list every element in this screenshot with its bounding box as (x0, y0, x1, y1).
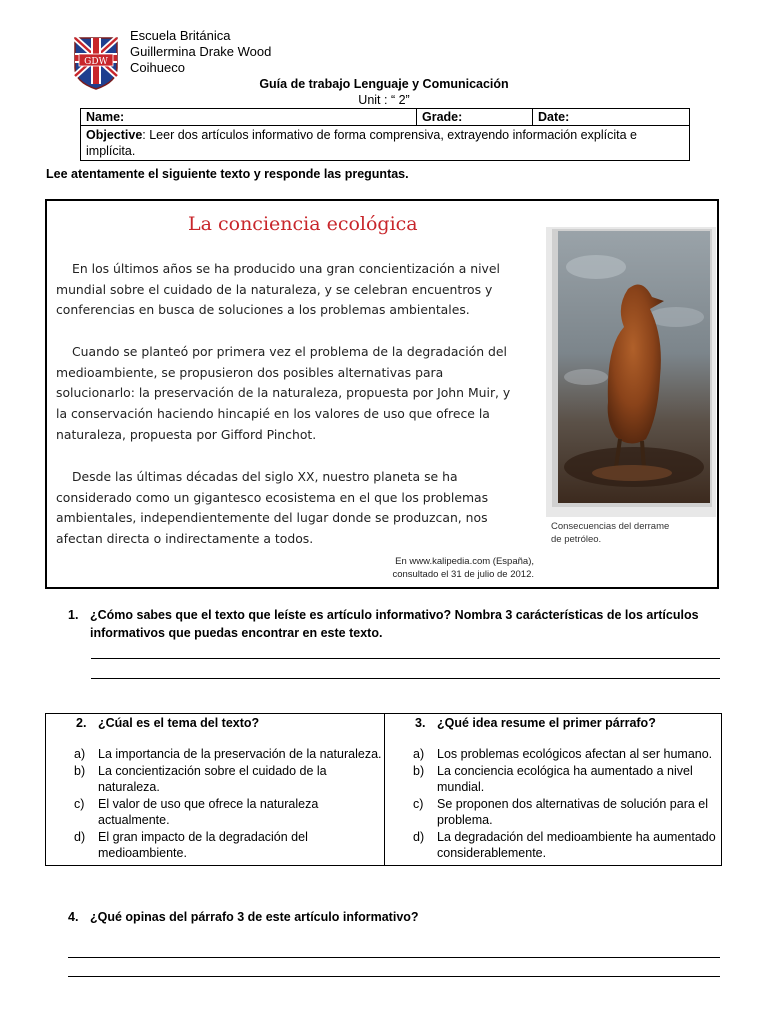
name-field[interactable] (81, 109, 417, 126)
objective-label: Objective (86, 128, 143, 142)
name-label: Name: (86, 110, 125, 124)
answer-line[interactable] (91, 658, 720, 659)
multiple-choice-table (45, 713, 722, 866)
question-3-text: ¿Qué idea resume el primer párrafo? (437, 716, 656, 730)
question-2-number: 2. (76, 716, 87, 730)
caption-line-1: Consecuencias del derrame (551, 521, 670, 532)
answer-line[interactable] (91, 678, 720, 679)
question-3-option-d[interactable]: d) La degradación del medioambiente ha aumentado considerablemente. (413, 829, 716, 860)
article-source (370, 555, 534, 581)
grade-field[interactable] (417, 109, 533, 126)
article-title: La conciencia ecológica (188, 213, 418, 235)
question-3-cell (385, 714, 722, 866)
school-line-3: Coihueco (130, 60, 185, 75)
unit-label: Unit : “ 2” (358, 93, 410, 107)
question-4 (68, 910, 419, 924)
question-3 (385, 716, 721, 730)
question-2-option-d[interactable]: d) El gran impacto de la degradación del medioambiente. (74, 829, 308, 860)
svg-text:GDW: GDW (84, 57, 108, 67)
question-3-option-a[interactable]: a) Los problemas ecológicos afectan al ser humano. (413, 747, 713, 761)
question-2 (46, 716, 384, 730)
question-3-option-b[interactable]: b) La conciencia ecológica ha aumentado a nivel mundial. (413, 763, 693, 794)
date-label: Date: (538, 110, 570, 124)
question-2-text: ¿Cúal es el tema del texto? (98, 716, 260, 730)
school-line-2: Guillermina Drake Wood (130, 44, 272, 59)
caption-line-2: de petróleo. (551, 534, 602, 545)
question-2-option-c[interactable]: c) El valor de uso que ofrece la naturaleza actualmente. (74, 796, 319, 827)
answer-line[interactable] (68, 957, 720, 958)
article-paragraph-2: Cuando se planteó por primera vez el problema de la degradación del medioambiente, se propusieron dos posibles alternativas para solucionarlo: la preservación de la naturaleza, propuesta por John Muir, y la conservación haciendo hincapié en los valores de uso que ofrece la naturaleza, propuesta por Gifford Pinchot. (56, 344, 511, 442)
reading-instruction: Lee atentamente el siguiente texto y responde las preguntas. (46, 167, 409, 181)
date-field[interactable] (533, 109, 690, 126)
question-4-number: 4. (68, 910, 79, 924)
school-line-1: Escuela Británica (130, 28, 231, 43)
school-name-block (130, 28, 271, 76)
question-1 (68, 606, 718, 642)
question-2-option-a[interactable]: a) La importancia de la preservación de la naturaleza. (74, 747, 382, 761)
question-4-text: ¿Qué opinas del párrafo 3 de este artículo informativo? (90, 910, 419, 924)
question-1-text: ¿Cómo sabes que el texto que leíste es artículo informativo? Nombra 3 carácterísticas de los artículos informativos que puedas encontrar en este texto. (90, 608, 699, 640)
objective-text: : Leer dos artículos informativo de forma comprensiva, extrayendo información explícita e implícita. (86, 128, 637, 158)
question-3-option-c[interactable]: c) Se proponen dos alternativas de solución para el problema. (413, 796, 709, 827)
student-info-table (80, 108, 690, 161)
grade-label: Grade: (422, 110, 463, 124)
article-paragraph-1: En los últimos años se ha producido una gran concientización a nivel mundial sobre el cuidado de la naturaleza, y se celebran encuentros y conferencias en busca de soluciones a los problemas ambientales. (56, 261, 500, 318)
source-line-1: En www.kalipedia.com (España), (395, 556, 534, 567)
objective-cell (81, 126, 690, 161)
question-2-option-b[interactable]: b) La concientización sobre el cuidado de la naturaleza. (74, 763, 327, 794)
article-paragraph-3: Desde las últimas décadas del siglo XX, nuestro planeta se ha considerado como un gigantesco ecosistema en el que los problemas ambientales, independientemente del lugar donde se produzcan, nos afectan directa o indirectamente a todos. (56, 469, 489, 547)
question-3-number: 3. (415, 716, 426, 730)
question-2-cell (46, 714, 385, 866)
answer-line[interactable] (68, 976, 720, 977)
guide-title: Guía de trabajo Lenguaje y Comunicación (259, 77, 509, 91)
oil-covered-bird-photo (546, 227, 716, 517)
source-line-2: consultado el 31 de julio de 2012. (392, 569, 534, 580)
photo-caption (551, 520, 669, 546)
question-1-number: 1. (68, 608, 79, 622)
